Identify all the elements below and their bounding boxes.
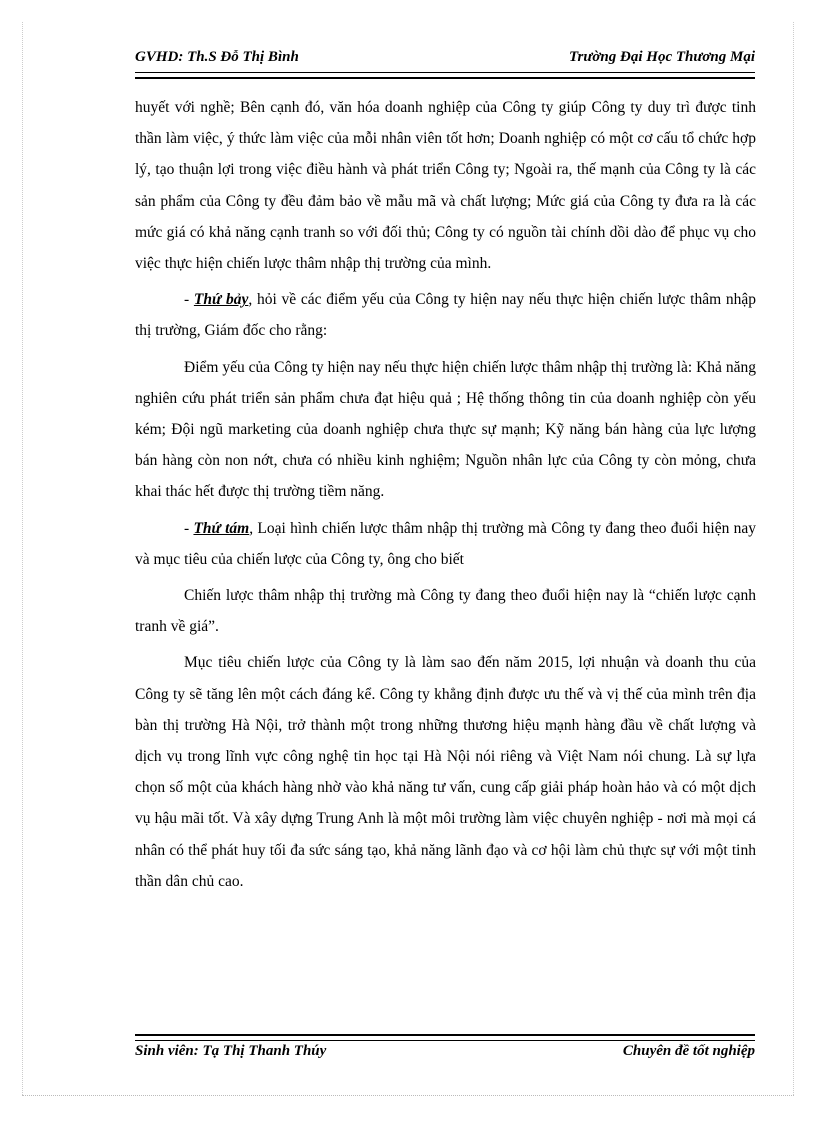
- footer-student: Sinh viên: Tạ Thị Thanh Thúy: [135, 1043, 327, 1059]
- page-border-left: [22, 22, 23, 1095]
- header-university: Trường Đại Học Thương Mại: [568, 49, 755, 65]
- paragraph-strengths: huyết với nghề; Bên cạnh đó, văn hóa doanh nghiệp của Công ty giúp Công ty duy trì được tinh thần làm việc, ý thức làm việc của mỗi nhân viên tốt hơn; Doanh nghiệp có một cơ cấu tổ chức hợp lý, tạo thuận lợi trong việc điều hành và phát triển Công ty; Ngoài ra, thế mạnh của Công ty là các sản phẩm của Công ty đều đảm bảo về mẫu mã và chất lượng; Mức giá của Công ty đưa ra là các mức giá có khả năng cạnh tranh so với đối thủ; Công ty có nguồn tài chính dồi dào để phục vụ cho việc thực hiện chiến lược thâm nhập thị trường của mình.: [135, 99, 756, 273]
- page-border-bottom: [22, 1095, 794, 1096]
- dash-prefix: -: [184, 291, 194, 309]
- dash-prefix: -: [184, 519, 194, 537]
- paragraph-thu-tam: [135, 513, 756, 575]
- paragraph-thu-bay-text: , hỏi về các điểm yếu của Công ty hiện nay nếu thực hiện chiến lược thâm nhập thị trường, Giám đốc cho rằng:: [135, 291, 756, 340]
- paragraph-strategy: Chiến lược thâm nhập thị trường mà Công ty đang theo đuổi hiện nay là “chiến lược cạnh tranh về giá”.: [135, 587, 756, 636]
- highlight-thu-tam: Thứ tám: [193, 519, 250, 537]
- page-footer: [135, 1043, 755, 1065]
- paragraph-weaknesses: Điểm yếu của Công ty hiện nay nếu thực hiện chiến lược thâm nhập thị trường là: Khả năng nghiên cứu phát triển sản phẩm chưa đạt hiệu quả ; Hệ thống thông tin của doanh nghiệp còn yếu kém; Đội ngũ marketing của doanh nghiệp chưa thực sự mạnh; Kỹ năng bán hàng của lực lượng bán hàng còn non nớt, chưa có nhiều kinh nghiệm; Nguồn nhân lực của Công ty còn mỏng, chưa khai thác hết được thị trường tiềm năng.: [135, 358, 756, 501]
- footer-rule: [135, 1034, 755, 1041]
- footer-thesis-type: Chuyên đề tốt nghiệp: [622, 1043, 755, 1059]
- page-border-right: [793, 22, 794, 1095]
- paragraph-objectives: Mục tiêu chiến lược của Công ty là làm sao đến năm 2015, lợi nhuận và doanh thu của Công ty sẽ tăng lên một cách đáng kể. Công ty khẳng định được ưu thế và vị thế của mình trên địa bàn thị trường Hà Nội, trở thành một trong những thương hiệu mạnh hàng đầu về chất lượng và dịch vụ trong lĩnh vực công nghệ tin học tại Hà Nội nói riêng và Việt Nam nói chung. Là sự lựa chọn số một của khách hàng nhờ vào khả năng tư vấn, cung cấp giải pháp hoàn hảo và có một dịch vụ hậu mãi tốt. Và xây dựng Trung Anh là một môi trường làm việc chuyên nghiệp - nơi mà mọi cá nhân có thể phát huy tối đa sức sáng tạo, khả năng lãnh đạo và cơ hội làm chủ thực sự với một tinh thần dân chủ cao.: [135, 654, 756, 890]
- header-advisor: GVHD: Th.S Đỗ Thị Bình: [135, 49, 299, 65]
- document-body: [135, 92, 756, 902]
- header-rule: [135, 72, 755, 79]
- paragraph-thu-bay: [135, 284, 756, 346]
- highlight-thu-bay: Thứ bảy: [193, 291, 249, 309]
- paragraph-thu-tam-text: , Loại hình chiến lược thâm nhập thị trường mà Công ty đang theo đuổi hiện nay và mục tiêu của chiến lược của Công ty, ông cho biết: [135, 519, 756, 568]
- page-header: [135, 49, 755, 71]
